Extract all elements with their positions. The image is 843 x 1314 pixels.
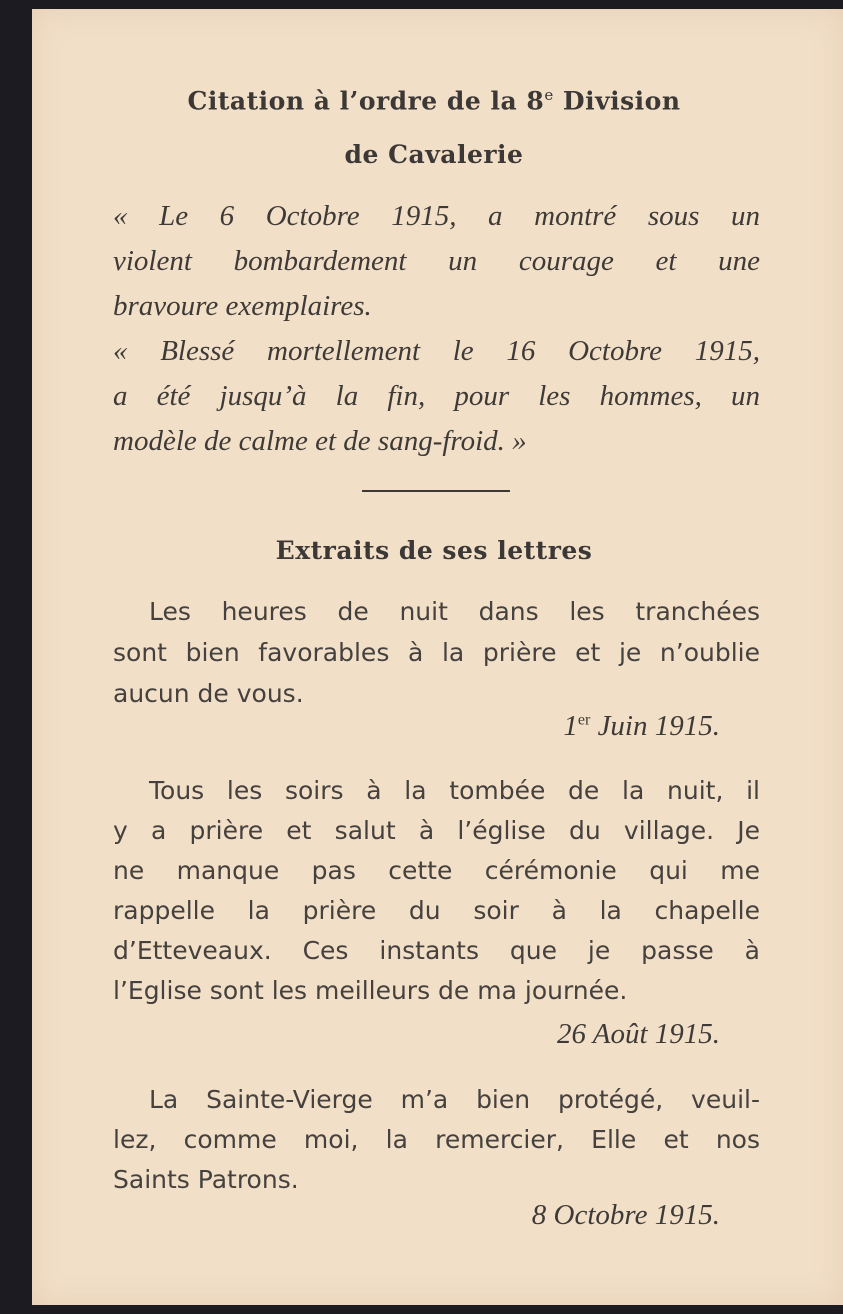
citation-line: « Le 6 Octobre 1915, a montré sous un [113, 200, 760, 232]
letter-line: aucun de vous. [113, 679, 304, 708]
letter-line: Tous les soirs à la tombée de la nuit, il [149, 776, 760, 805]
letter-line: Saints Patrons. [113, 1165, 299, 1194]
letter-line: rappelle la prière du soir à la chapelle [113, 896, 760, 925]
citation-line: violent bombardement un courage et une [113, 245, 760, 277]
letter-line: y a prière et salut à l’église du village. Je [113, 816, 760, 845]
letter-date: 1er Juin 1915. [563, 710, 720, 742]
letter-line: lez, comme moi, la remercier, Elle et nos [113, 1125, 760, 1154]
citation-title-line1: Citation à l’ordre de la 8e Division [187, 86, 681, 116]
letter-line: sont bien favorables à la prière et je n’oublie [113, 638, 760, 667]
letter-date: 26 Août 1915. [557, 1018, 720, 1050]
letter-line: d’Etteveaux. Ces instants que je passe à [113, 936, 760, 965]
citation-line: « Blessé mortellement le 16 Octobre 1915, [113, 335, 760, 367]
letter-line: ne manque pas cette cérémonie qui me [113, 856, 760, 885]
letter-date: 8 Octobre 1915. [531, 1199, 720, 1231]
citation-line: bravoure exemplaires. [113, 290, 372, 322]
citation-line: modèle de calme et de sang-froid. » [113, 425, 527, 457]
citation-line: a été jusqu’à la fin, pour les hommes, un [113, 380, 760, 412]
divider-rule [362, 490, 510, 492]
letter-line: Les heures de nuit dans les tranchées [149, 597, 760, 626]
citation-title-line2: de Cavalerie [344, 140, 524, 169]
letters-heading: Extraits de ses lettres [275, 536, 593, 565]
letter-line: l’Eglise sont les meilleurs de ma journée. [113, 976, 628, 1005]
letter-line: La Sainte-Vierge m’a bien protégé, veuil- [149, 1085, 760, 1114]
